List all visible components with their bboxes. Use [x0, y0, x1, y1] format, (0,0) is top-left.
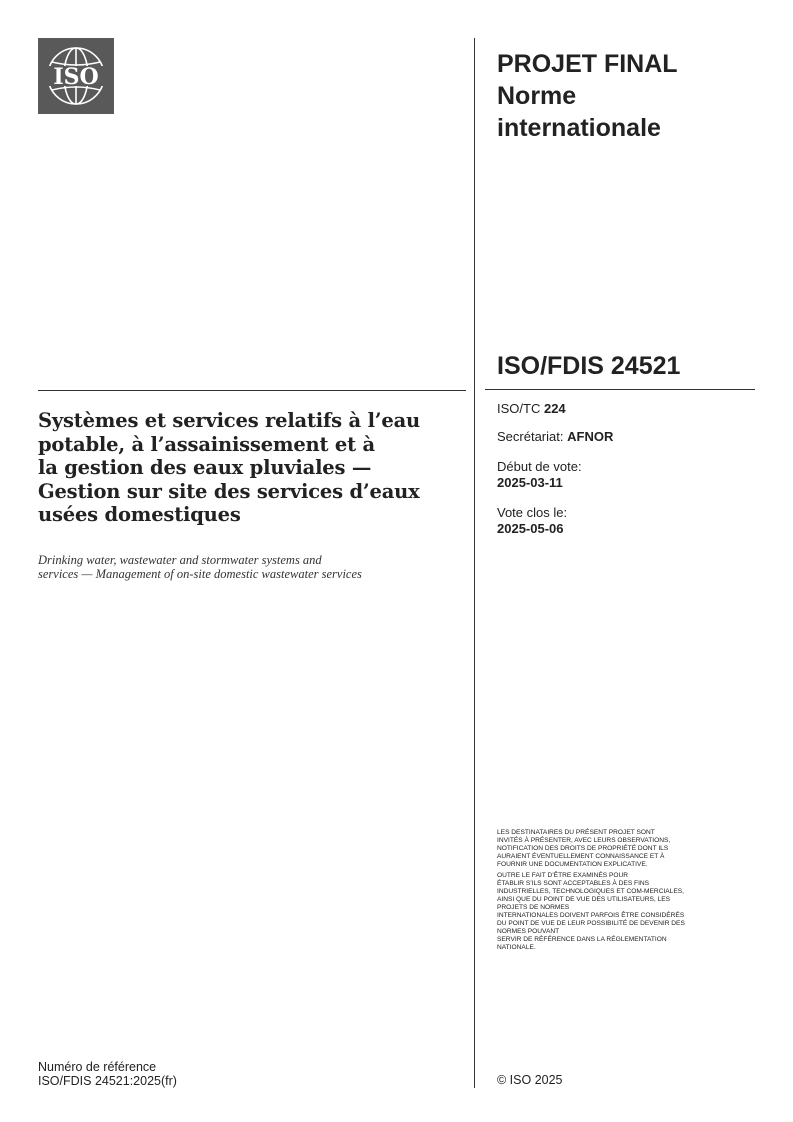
document-metadata [497, 401, 747, 551]
reference-value: ISO/FDIS 24521:2025(fr) [38, 1074, 177, 1088]
reference-label: Numéro de référence [38, 1060, 157, 1074]
secretariat [497, 429, 747, 445]
vote-end [497, 505, 747, 537]
vertical-divider [474, 38, 475, 1088]
reference-number [38, 1060, 177, 1088]
notice-line: DU POINT DE VUE DE LEUR POSSIBILITÉ DE DEVENIR DES [497, 920, 685, 927]
secretariat-value: AFNOR [567, 429, 614, 444]
notice-line: SERVIR DE RÉFÉRENCE DANS LA RÉGLEMENTATION [497, 936, 667, 943]
notice-line: PROJETS DE NORMES [497, 904, 570, 911]
french-title-line: Gestion sur site des services d’eaux [38, 479, 420, 503]
french-title-line: Systèmes et services relatifs à l’eau [38, 409, 420, 432]
iso-logo [38, 38, 114, 114]
type-label-line1: Norme [497, 82, 577, 110]
french-title-line: la gestion des eaux pluviales — [38, 456, 372, 479]
stage-label: PROJET FINAL [497, 50, 678, 78]
technical-committee [497, 401, 747, 417]
notice-line: LES DESTINATAIRES DU PRÉSENT PROJET SONT [497, 829, 655, 836]
document-stage-heading [497, 48, 678, 144]
vote-start-label: Début de vote: [497, 459, 582, 474]
french-title-line: usées domestiques [38, 503, 241, 526]
globe-icon [38, 38, 114, 114]
type-label-line2: internationale [497, 114, 661, 142]
notice-line: INVITÉS À PRÉSENTER, AVEC LEURS OBSERVATIONS, [497, 837, 671, 844]
notice-paragraph-1 [497, 829, 757, 869]
tc-label: ISO/TC [497, 401, 541, 416]
notice-line: INTERNATIONALES DOIVENT PARFOIS ÊTRE CONSIDÉRÉS [497, 912, 685, 919]
tc-value: 224 [543, 401, 566, 416]
notice-line: OUTRE LE FAIT D’ÊTRE EXAMINÉS POUR [497, 872, 629, 879]
notice-line: FOURNIR UNE DOCUMENTATION EXPLICATIVE. [497, 861, 648, 868]
english-title-line: Drinking water, wastewater and stormwater systems and [38, 553, 322, 567]
notice-line: AINSI QUE DU POINT DE VUE DES UTILISATEURS, LES [497, 896, 671, 903]
french-title-line: potable, à l’assainissement et à [38, 432, 375, 456]
notice-line: NOTIFICATION DES DROITS DE PROPRIÉTÉ DONT ILS [497, 845, 669, 852]
english-title [38, 553, 458, 581]
vote-end-label: Vote clos le: [497, 505, 568, 520]
secretariat-label: Secrétariat: [497, 429, 564, 444]
document-number: ISO/FDIS 24521 [497, 352, 681, 380]
notice-line: ÉTABLIR S’ILS SONT ACCEPTABLES À DES FINS [497, 880, 650, 887]
notice-line: NORMES POUVANT [497, 928, 560, 935]
notice-line: NATIONALE. [497, 944, 536, 951]
vote-start-date: 2025-03-11 [497, 475, 563, 490]
draft-notice [497, 829, 757, 955]
french-title [38, 409, 448, 527]
vote-end-date: 2025-05-06 [497, 521, 564, 536]
vote-start [497, 459, 747, 491]
left-horizontal-rule [38, 390, 466, 391]
english-title-line: services — Management of on-site domestic wastewater services [38, 567, 362, 581]
notice-paragraph-2 [497, 872, 757, 952]
right-horizontal-rule [485, 389, 755, 390]
copyright-notice: © ISO 2025 [497, 1073, 563, 1087]
notice-line: AURAIENT ÉVENTUELLEMENT CONNAISSANCE ET À [497, 853, 665, 860]
logo-text: ISO [53, 64, 99, 90]
notice-line: INDUSTRIELLES, TECHNOLOGIQUES ET COM-MERCIALES, [497, 888, 684, 895]
